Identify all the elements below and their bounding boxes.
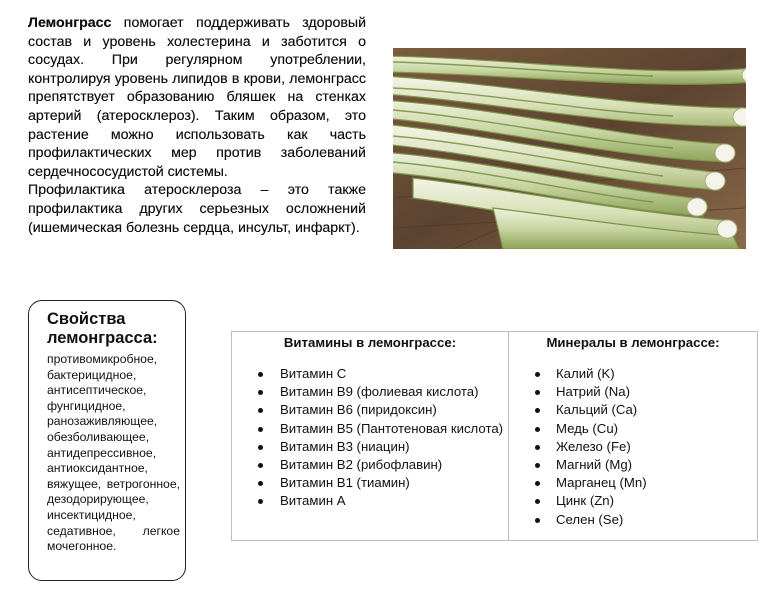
mineral-item: Железо (Fe) <box>509 438 757 456</box>
mineral-item: Селен (Se) <box>509 511 757 529</box>
intro-paragraph-1-text: помогает поддерживать здоровый состав и уровень холестерина и заботится о сосудах. При регулярном употреблении, контролируя уровень липидов в крови, лемонграсс препятствует образованию бляшек на стенках артерий (атеросклероз). Таким образом, это растение можно использовать как часть профилактических мер против заболеваний сердечнососудистой системы. <box>28 15 366 180</box>
intro-paragraph-1 <box>28 14 366 181</box>
minerals-column <box>509 332 757 540</box>
mineral-item: Магний (Mg) <box>509 456 757 474</box>
properties-box <box>28 300 186 581</box>
mineral-item: Медь (Cu) <box>509 420 757 438</box>
mineral-item: Марганец (Mn) <box>509 474 757 492</box>
intro-title: Лемонграсс <box>28 15 112 31</box>
vitamin-item: Витамин B3 (ниацин) <box>232 438 508 456</box>
vitamin-item: Витамин A <box>232 492 508 510</box>
vitamins-list <box>232 365 508 511</box>
lemongrass-photo <box>393 48 746 249</box>
vitamin-item: Витамин B9 (фолиевая кислота) <box>232 383 508 401</box>
vitamin-item: Витамин B1 (тиамин) <box>232 474 508 492</box>
vitamin-item: Витамин B5 (Пантотеновая кислота) <box>232 420 508 438</box>
properties-title: Свойства лемонграсса: <box>47 310 158 347</box>
vitamin-item: Витамин B2 (рибофлавин) <box>232 456 508 474</box>
vitamins-header: Витамины в лемонграссе: <box>283 335 457 350</box>
mineral-item: Кальций (Ca) <box>509 401 757 419</box>
mineral-item: Натрий (Na) <box>509 383 757 401</box>
nutrients-table <box>231 331 758 541</box>
intro-text <box>28 14 366 237</box>
minerals-list <box>509 365 757 529</box>
properties-list: противомикробное, бактерицидное, антисептическое, фунгицидное, ранозаживляющее, обезболивающее, антидепрессивное, антиоксидантное, вяжущее, ветрогонное, дезодорирующее, инсектицидное, седативное, легкое мочегонное. <box>47 352 180 554</box>
vitamin-item: Витамин B6 (пиридоксин) <box>232 401 508 419</box>
mineral-item: Калий (K) <box>509 365 757 383</box>
mineral-item: Цинк (Zn) <box>509 492 757 510</box>
intro-paragraph-2: Профилактика атеросклероза – это также профилактика других серьезных осложнений (ишемическая болезнь сердца, инсульт, инфаркт). <box>28 182 366 236</box>
minerals-header: Минералы в лемонграссе: <box>546 335 720 350</box>
vitamins-column <box>232 332 509 540</box>
lemongrass-illustration <box>393 48 746 249</box>
vitamin-item: Витамин C <box>232 365 508 383</box>
